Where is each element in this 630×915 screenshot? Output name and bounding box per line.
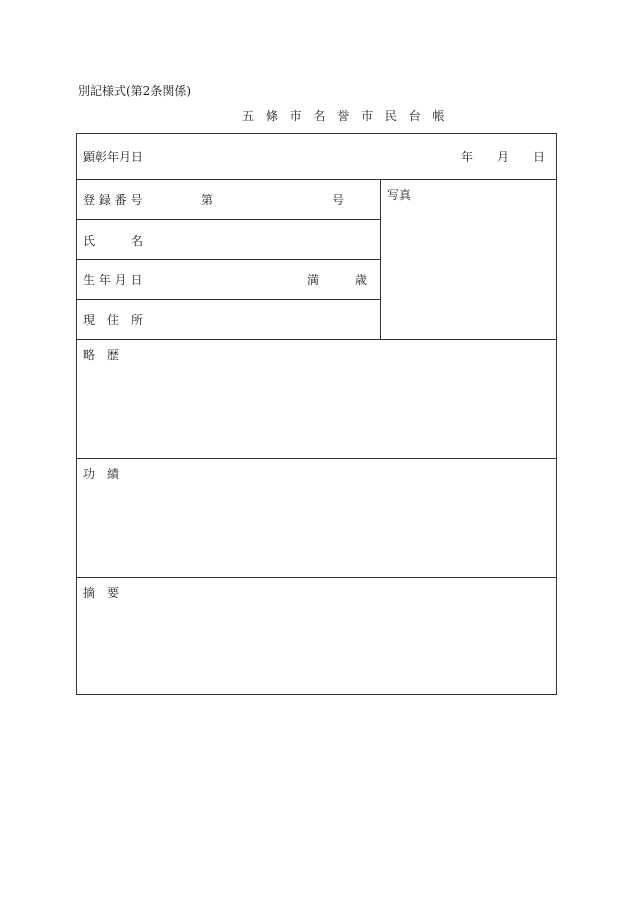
award-date-year: 年 (461, 150, 474, 164)
row-divider (77, 259, 380, 260)
form-reference: 別記様式(第2条関係) (78, 84, 191, 98)
row-divider (77, 299, 380, 300)
row-divider (77, 179, 556, 180)
achievements-label: 功 績 (83, 467, 120, 481)
registration-prefix: 第 (201, 193, 214, 207)
birth-date-label: 生 年 月 日 (83, 273, 143, 287)
photo-column-divider (380, 179, 381, 339)
award-date-label: 顕彰年月日 (83, 150, 144, 164)
address-label: 現 住 所 (83, 313, 144, 327)
row-divider (77, 339, 556, 340)
history-label: 略 歴 (83, 348, 120, 362)
row-divider (77, 219, 380, 220)
age-suffix: 歳 (355, 273, 368, 287)
age-prefix: 満 (307, 273, 320, 287)
award-date-day: 日 (533, 150, 546, 164)
row-divider (77, 577, 556, 578)
row-divider (77, 458, 556, 459)
page-title: 五 條 市 名 誉 市 民 台 帳 (242, 109, 449, 123)
registry-form (76, 133, 557, 695)
photo-label: 写真 (387, 188, 412, 202)
registration-label: 登 録 番 号 (83, 193, 143, 207)
award-date-month: 月 (497, 150, 510, 164)
registration-suffix: 号 (332, 193, 345, 207)
name-label: 氏 名 (83, 234, 144, 248)
summary-label: 摘 要 (83, 586, 120, 600)
